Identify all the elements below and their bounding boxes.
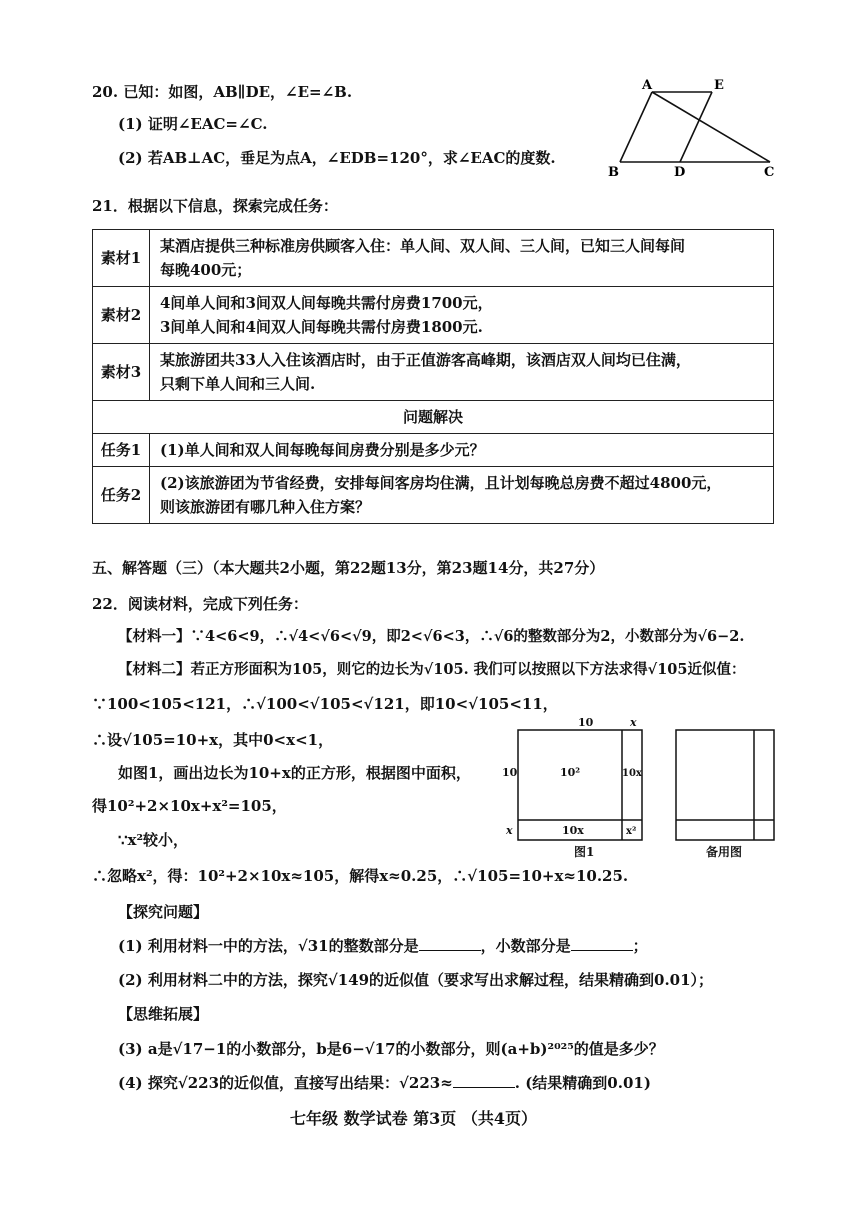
fig-label-e: E [714, 78, 724, 93]
answer-blank-decimal[interactable] [571, 936, 633, 951]
material-text: 每晚400元； [160, 261, 252, 279]
material-text: 4间单人间和3间双人间每晚共需付房费1700元， [160, 294, 493, 312]
q20-part1: (1) 证明∠EAC=∠C. [118, 115, 268, 133]
q22-line5: 如图1，画出边长为10+x的正方形，根据图中面积， [118, 764, 471, 782]
q22-expand-3: (3) a是√17−1的小数部分，b是6−√17的小数部分，则(a+b)²⁰²⁵的值是多少？ [118, 1040, 664, 1058]
task-text: 则该旅游团有哪几种入住方案？ [160, 498, 371, 516]
material-cell [150, 230, 774, 287]
task-label: 任务1 [93, 434, 150, 467]
q20-part2: (2) 若AB⊥AC，垂足为点A，∠EDB=120°，求∠EAC的度数. [118, 149, 556, 167]
q22-explore-1 [118, 936, 648, 956]
explore-heading: 【探究问题】 [118, 903, 209, 921]
page-footer: 七年级 数学试卷 第3页 （共4页） [290, 1109, 537, 1128]
fig1-caption: 图1 [574, 845, 595, 858]
material-cell [150, 287, 774, 344]
q22-line6: 得10²+2×10x+x²=105， [92, 797, 287, 815]
q21-stem: 21．根据以下信息，探索完成任务： [92, 197, 338, 215]
q21-material-table [92, 229, 774, 524]
task-text: (1)单人间和双人间每晚每间房费分别是多少元？ [150, 434, 774, 467]
fig1-cell-100: 10² [560, 766, 581, 779]
q22-figure1 [500, 712, 660, 858]
table-row [93, 287, 774, 344]
q22-line4: ∴设√105=10+x，其中0<x<1， [92, 731, 334, 749]
fig-label-a: A [642, 78, 653, 93]
material-text: 3间单人间和4间双人间每晚共需付房费1800元. [160, 318, 483, 336]
q20-stem: 20. 已知：如图，AB∥DE，∠E=∠B. [92, 83, 353, 101]
task-text: (2)该旅游团为节省经费，安排每间客房均住满，且计划每晚总房费不超过4800元， [160, 474, 722, 492]
fig1-top-10: 10 [578, 716, 594, 729]
section-five-heading: 五、解答题（三）（本大题共2小题，第22题13分，第23题14分，共27分） [92, 559, 605, 577]
q22-material-two: 【材料二】若正方形面积为105，则它的边长为√105. 我们可以按照以下方法求得√105近似值： [118, 661, 746, 678]
fig1-cell-10x-bottom: 10x [562, 824, 584, 837]
table-row [93, 401, 774, 434]
expand4-text-b: . (结果精确到0.01) [514, 1074, 651, 1092]
expand4-text-a: (4) 探究√223的近似值，直接写出结果：√223≈ [118, 1074, 453, 1092]
fig-label-b: B [608, 165, 619, 180]
q22-line8: ∴忽略x²，得：10²+2×10x≈105，解得x≈0.25，∴√105=10+x≈10.25. [92, 867, 629, 885]
material-text: 某旅游团共33人入住该酒店时，由于正值游客高峰期，该酒店双人间均已住满， [160, 351, 691, 369]
material-text: 只剩下单人间和三人间. [160, 375, 316, 393]
table-row [93, 230, 774, 287]
q22-stem: 22．阅读材料，完成下列任务： [92, 595, 308, 613]
table-row [93, 434, 774, 467]
q22-material-one: 【材料一】∵4<6<9，∴√4<√6<√9，即2<√6<3，∴√6的整数部分为2，小数部分为√6−2. [118, 628, 745, 645]
explore1-text-b: ，小数部分是 [480, 937, 571, 955]
fig1-cell-x2: x² [626, 826, 637, 837]
q22-line3: ∵100<105<121，∴√100<√105<√121，即10<√105<11， [92, 695, 558, 713]
fig-label-d: D [674, 165, 686, 180]
q22-line7: ∵x²较小， [118, 831, 189, 849]
q22-expand-4 [118, 1073, 651, 1093]
solve-header: 问题解决 [93, 401, 774, 434]
table-row [93, 467, 774, 524]
q20-figure [600, 74, 790, 184]
fig-label-c: C [764, 165, 775, 180]
explore1-text-a: (1) 利用材料一中的方法，√31的整数部分是 [118, 937, 419, 955]
fig1-top-x: x [630, 716, 637, 729]
table-row [93, 344, 774, 401]
fig1-left-10: 10 [502, 766, 518, 779]
q22-explore-2: (2) 利用材料二中的方法，探究√149的近似值（要求写出求解过程，结果精确到0.01）； [118, 971, 714, 989]
fig1-cell-10x-right: 10x [622, 768, 642, 779]
task-cell [150, 467, 774, 524]
answer-blank-approx[interactable] [453, 1073, 515, 1088]
material-text: 某酒店提供三种标准房供顾客入住：单人间、双人间、三人间，已知三人间每间 [160, 237, 686, 255]
spare-caption: 备用图 [706, 845, 743, 858]
material-label: 素材2 [93, 287, 150, 344]
fig1-left-x: x [506, 824, 513, 837]
material-label: 素材3 [93, 344, 150, 401]
material-label: 素材1 [93, 230, 150, 287]
expand-heading: 【思维拓展】 [118, 1005, 209, 1023]
answer-blank-integer[interactable] [419, 936, 481, 951]
q22-spare-figure [672, 712, 782, 858]
explore1-text-c: ； [632, 937, 648, 955]
task-label: 任务2 [93, 467, 150, 524]
material-cell [150, 344, 774, 401]
